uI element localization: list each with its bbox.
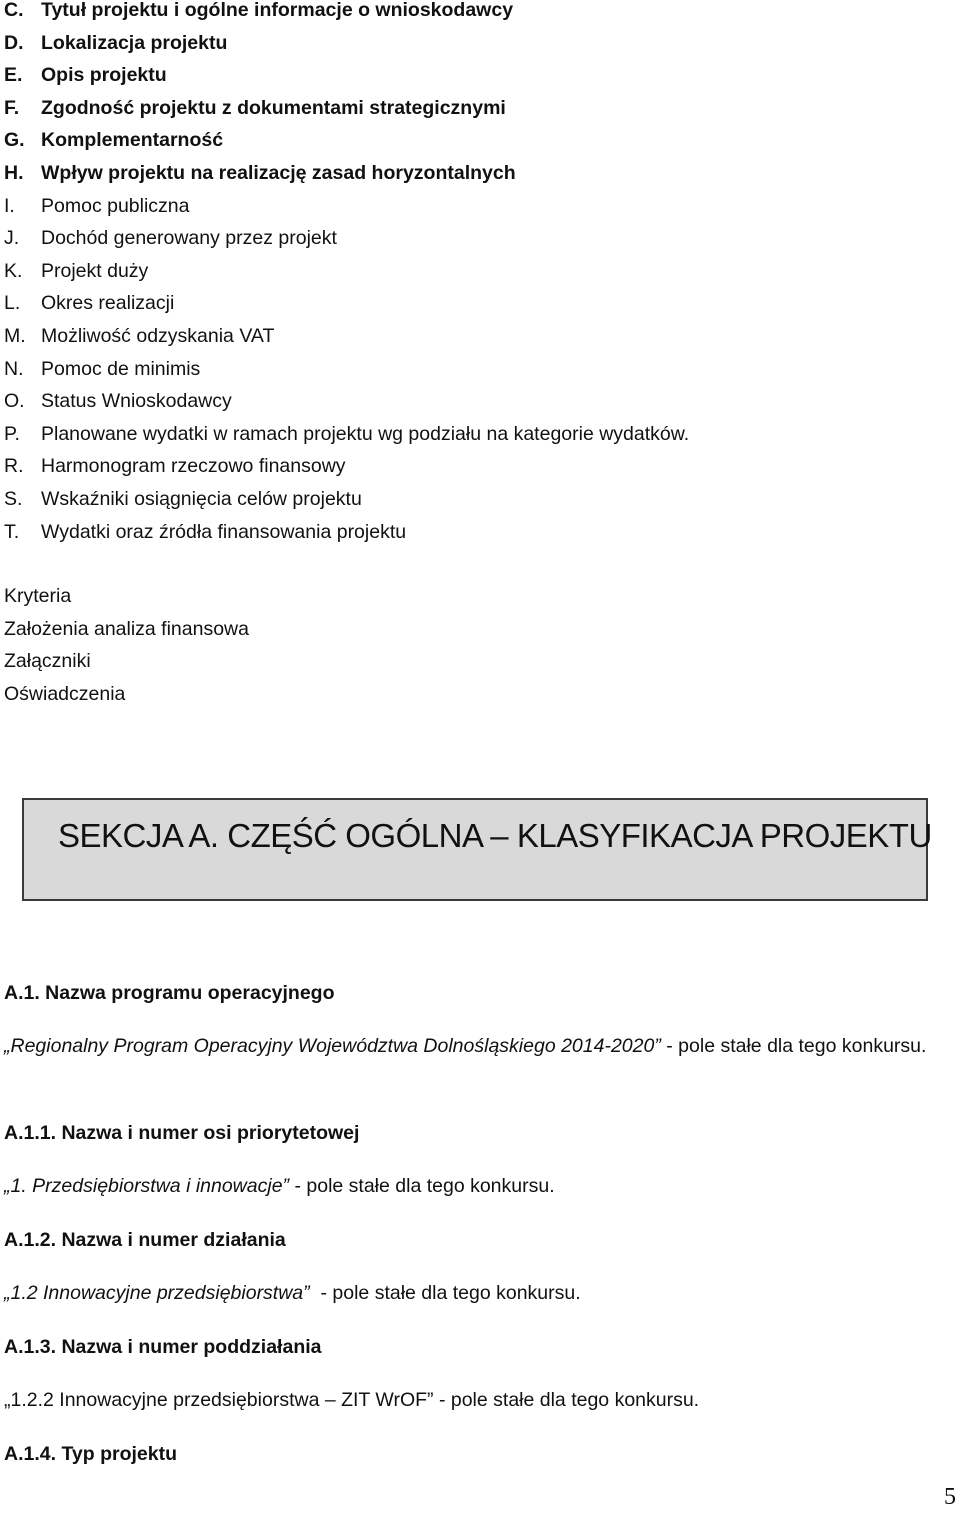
toc-text: Wpływ projektu na realizację zasad horyzontalnych [41, 161, 516, 184]
a13-heading: A.1.3. Nazwa i numer poddziałania [4, 1336, 322, 1358]
toc-letter: D. [4, 31, 24, 54]
additional-section-item: Założenia analiza finansowa [4, 617, 249, 640]
section-header-box [22, 798, 932, 901]
a13-note: - pole stałe dla tego konkursu. [433, 1389, 700, 1411]
a14-block [4, 1438, 956, 1470]
toc-letter: H. [4, 161, 24, 184]
toc-text: Planowane wydatki w ramach projektu wg podziału na kategorie wydatków. [41, 422, 690, 445]
additional-section-item: Załączniki [4, 650, 91, 673]
toc-item [4, 483, 954, 516]
toc-item [4, 385, 954, 418]
toc-item [4, 353, 954, 386]
a1-heading: A.1. Nazwa programu operacyjnego [4, 982, 335, 1004]
toc-text: Możliwość odzyskania VAT [41, 324, 275, 347]
toc-letter: G. [4, 129, 25, 152]
toc-item [4, 190, 954, 223]
toc-letter: J. [4, 227, 20, 250]
toc-letter: I. [4, 194, 15, 217]
toc-item [4, 124, 954, 157]
toc-letter: S. [4, 487, 23, 510]
toc-item [4, 92, 954, 125]
toc-text: Pomoc de minimis [41, 357, 201, 380]
toc-item [4, 0, 954, 27]
a1-note: - pole stałe dla tego konkursu. [660, 1035, 927, 1057]
a12-value-paragraph [4, 1277, 956, 1309]
a14-heading: A.1.4. Typ projektu [4, 1443, 178, 1465]
page-number: 5 [944, 1484, 956, 1510]
toc-letter: E. [4, 64, 23, 87]
toc-text: Dochód generowany przez projekt [41, 227, 337, 250]
a13-block [4, 1331, 956, 1416]
a12-value: „1.2 Innowacyjne przedsiębiorstwa” [4, 1282, 310, 1304]
toc-text: Status Wnioskodawcy [41, 390, 232, 413]
toc-text: Opis projektu [41, 64, 167, 87]
a11-value-paragraph [4, 1170, 956, 1202]
toc-letter: O. [4, 390, 25, 413]
toc-letter: C. [4, 0, 24, 21]
toc-text: Lokalizacja projektu [41, 31, 228, 54]
toc-item [4, 157, 954, 190]
a1-value: „Regionalny Program Operacyjny Województwa Dolnośląskiego 2014-2020” [4, 1035, 661, 1057]
a11-heading: A.1.1. Nazwa i numer osi priorytetowej [4, 1122, 360, 1144]
toc-letter: M. [4, 324, 26, 347]
toc-letter: R. [4, 455, 24, 478]
section-title: SEKCJA A. CZĘŚĆ OGÓLNA – KLASYFIKACJA PROJEKTU [58, 817, 932, 854]
toc-letter: N. [4, 357, 24, 380]
toc-item [4, 287, 954, 320]
a11-value: „1. Przedsiębiorstwa i innowacje” [4, 1175, 290, 1197]
toc-letter: K. [4, 259, 23, 282]
toc-letter: F. [4, 96, 20, 119]
a11-note: - pole stałe dla tego konkursu. [289, 1175, 555, 1197]
toc-item [4, 255, 954, 288]
a12-note: - pole stałe dla tego konkursu. [309, 1282, 581, 1304]
toc-item [4, 320, 954, 353]
a13-value: „1.2.2 Innowacyjne przedsiębiorstwa – ZIT WrOF” [4, 1389, 434, 1411]
additional-section-item: Oświadczenia [4, 682, 126, 705]
toc-text: Wskaźniki osiągnięcia celów projektu [41, 487, 362, 510]
toc-item [4, 418, 954, 451]
toc-text: Tytuł projektu i ogólne informacje o wnioskodawcy [41, 0, 514, 21]
toc-text: Zgodność projektu z dokumentami strategicznymi [41, 96, 506, 119]
toc-letter: T. [4, 520, 20, 543]
toc-item [4, 222, 954, 255]
toc-text: Harmonogram rzeczowo finansowy [41, 455, 346, 478]
a1-value-paragraph [4, 1030, 956, 1062]
table-of-contents [4, 0, 954, 548]
toc-letter: P. [4, 422, 20, 445]
toc-item [4, 27, 954, 60]
a1-block [4, 977, 956, 1062]
toc-text: Komplementarność [41, 129, 224, 152]
toc-letter: L. [4, 292, 21, 315]
toc-item [4, 450, 954, 483]
a12-heading: A.1.2. Nazwa i numer działania [4, 1229, 286, 1251]
additional-sections-list [4, 580, 249, 710]
toc-text: Pomoc publiczna [41, 194, 190, 217]
toc-text: Projekt duży [41, 259, 149, 282]
a13-value-paragraph [4, 1384, 956, 1416]
toc-item [4, 59, 954, 92]
toc-text: Wydatki oraz źródła finansowania projektu [41, 520, 407, 543]
a12-block [4, 1224, 956, 1309]
toc-text: Okres realizacji [41, 292, 175, 315]
toc-item [4, 516, 954, 549]
additional-section-item: Kryteria [4, 585, 72, 607]
a11-block [4, 1117, 956, 1202]
